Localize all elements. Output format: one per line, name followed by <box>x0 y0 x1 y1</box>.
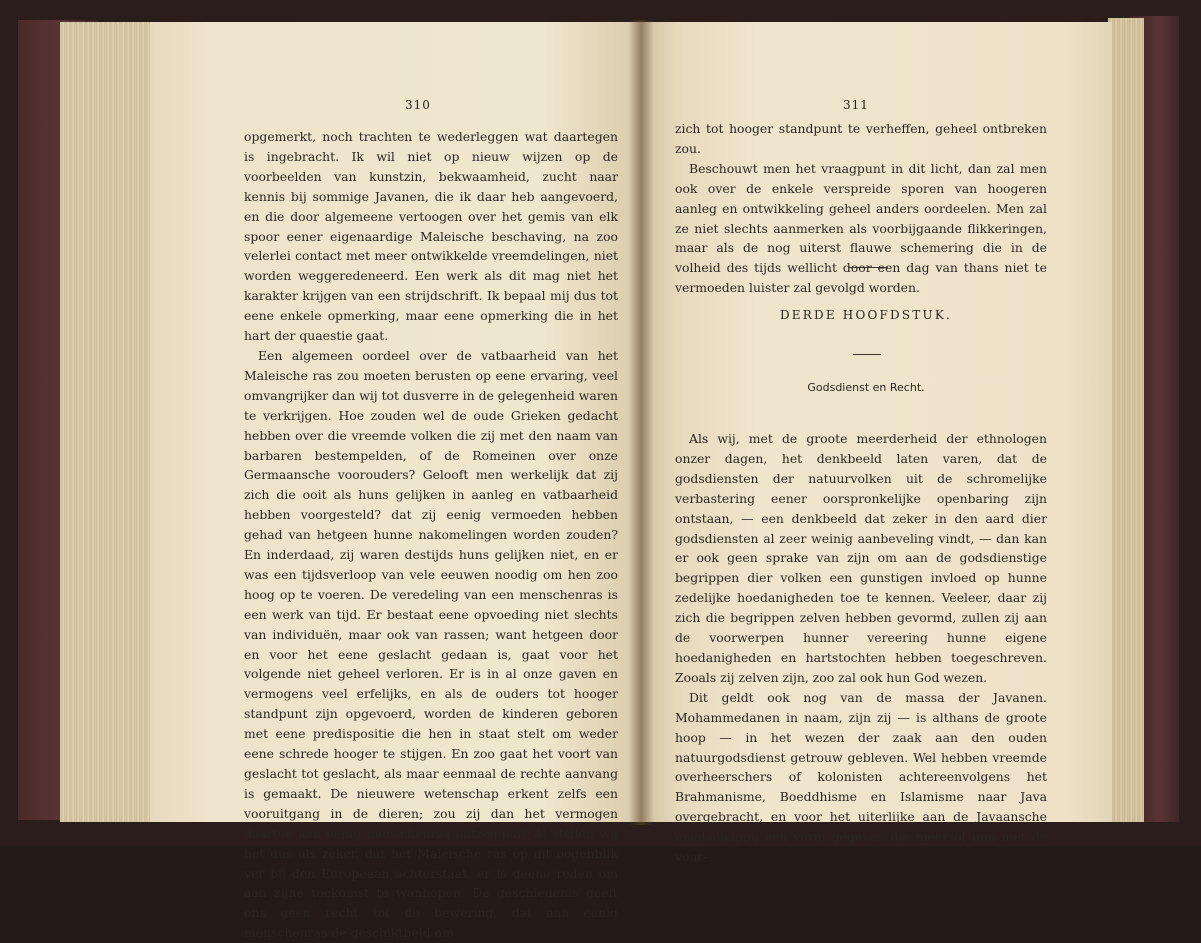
paragraph: Dit geldt ook nog van de massa der Javanen. Mohammedanen in naam, zijn zij — is althans de groote hoop — in het wezen der zaak aan den ouden natuurgodsdienst getrouw gebleven. Wel hebben vreemde overheerschers of kolonisten achtereenvolgens het Brahmanisme, Boeddhisme en Islamisme naar Java overgebracht, en voor het uiterlijke aan de Javaansche maatschappij een vorm gegeven die meer of min met de voor- <box>675 689 1047 865</box>
section-title: Godsdienst en Recht. <box>807 381 925 394</box>
paragraph: Een algemeen oordeel over de vatbaarheid van het Maleische ras zou moeten berusten op eene ervaring, veel omvangrijker dan wij tot dusverre in de gelegenheid waren te verkrijgen. Hoe zouden wel de oude Grieken gedacht hebben over die vreemde volken die zij met den naam van barbaren bestempelden, of de Romeinen over onze Germaansche voorouders? Gelooft men werkelijk dat zij zich die ooit als huns gelijken in aanleg en vatbaarheid hebben voorgesteld? dat zij eenig vermoeden hebben gehad van hetgeen hunne nakomelingen worden zouden? En inderdaad, zij waren destijds huns gelijken niet, en er was een tijdsverloop van vele eeuwen noodig om hen zoo hoog op te voeren. De veredeling van een menschenras is een werk van tijd. Er bestaat eene opvoeding niet slechts van individuën, maar ook van rassen; want hetgeen door en voor het eene geslacht gedaan is, gaat voor het volgende niet geheel verloren. Er is in al onze gaven en vermogens veel erfelijks, en als de ouders tot hooger standpunt zijn opgevoerd, worden de kinderen geboren met eene predispositie die hen in staat stelt om weder eene schrede hooger te stijgen. En zoo gaat het voort van geslacht tot geslacht, als maar eenmaal de rechte aanvang is gemaakt. De nieuwere wetenschap erkent zelfs een vooruitgang in de dieren; zou zij dan het vermogen daartoe aan eenig menschenras ontzeggen? Al stellen wij het dus als zeker, dat het Maleische ras op dit oogenblik ver bij den Europeaan achterstaat, er is geene reden om aan zijne toekomst te wanhopen. De geschiedenis geeft ons geen recht tot de bewering, dat aan eenig menschenras de geschiktheid om <box>244 347 618 941</box>
book-gutter <box>628 20 654 825</box>
right-page <box>640 22 1112 865</box>
paragraph: Als wij, met de groote meerderheid der ethnologen onzer dagen, het denkbeeld laten varen, dat de godsdiensten der natuurvolken uit de schromelijke verbastering eener oorspronkelijke openbaring zijn ontstaan, — een denkbeeld dat zeker in den aard dier godsdiensten al zeer weinig aanbeveling vindt, — dan kan er ook geen sprake van zijn om aan de godsdienstige begrippen dier volken een gunstigen invloed op hunne zedelijke hoedanigheden toe te kennen. Veeleer, daar zij zich die begrippen zelven hebben gevormd, zullen zij aan de voorwerpen hunner vereering hunne eigene hoedanigheden en hartstochten hebben toegeschreven. Zooals zij zelven zijn, zoo zal ook hun God wezen. <box>675 431 1047 685</box>
page-number-right: 311 <box>843 98 869 112</box>
paragraph: zich tot hooger standpunt te verheffen, geheel ontbreken zou. <box>675 121 1047 156</box>
left-page <box>150 22 642 941</box>
page-number-left: 310 <box>405 98 431 112</box>
left-page-text <box>244 127 618 943</box>
paragraph: Beschouwt men het vraagpunt in dit licht, dan zal men ook over de enkele verspreide sporen van hoogeren aanleg en ontwikkeling geheel anders oordeelen. Men zal ze niet slechts aanmerken als voorbijgaande flikkeringen, maar als de nog uiterst flauwe schemering die in de volheid des tijds wellicht door een dag van thans niet te vermoeden luister zal gevolgd worden. <box>675 160 1047 296</box>
chapter-title: DERDE HOOFDSTUK. <box>779 308 953 322</box>
paragraph: opgemerkt, noch trachten te wederleggen wat daartegen is ingebracht. Ik wil niet op nieuw wijzen op de voorbeelden van kunstzin, bekwaamheid, zucht naar kennis bij sommige Javanen, die ik daar heb aangevoerd, en die door algemeene vertoogen over het gemis van elk spoor eener eigenaardige Maleische beschaving, na zoo velerlei contact met meer ontwikkelde vreemdelingen, niet worden weggeredeneerd. Een werk als dit mag niet het karakter krijgen van een strijdschrift. Ik bepaal mij dus tot eene enkele opmerking, maar eene opmerking die in het hart der quaestie gaat. <box>244 129 618 344</box>
divider-rule <box>848 267 888 268</box>
right-page-bottom-text <box>675 429 1047 867</box>
right-page-top-text <box>675 119 1047 298</box>
divider-rule <box>853 354 881 355</box>
page-edges-right <box>1108 18 1144 822</box>
